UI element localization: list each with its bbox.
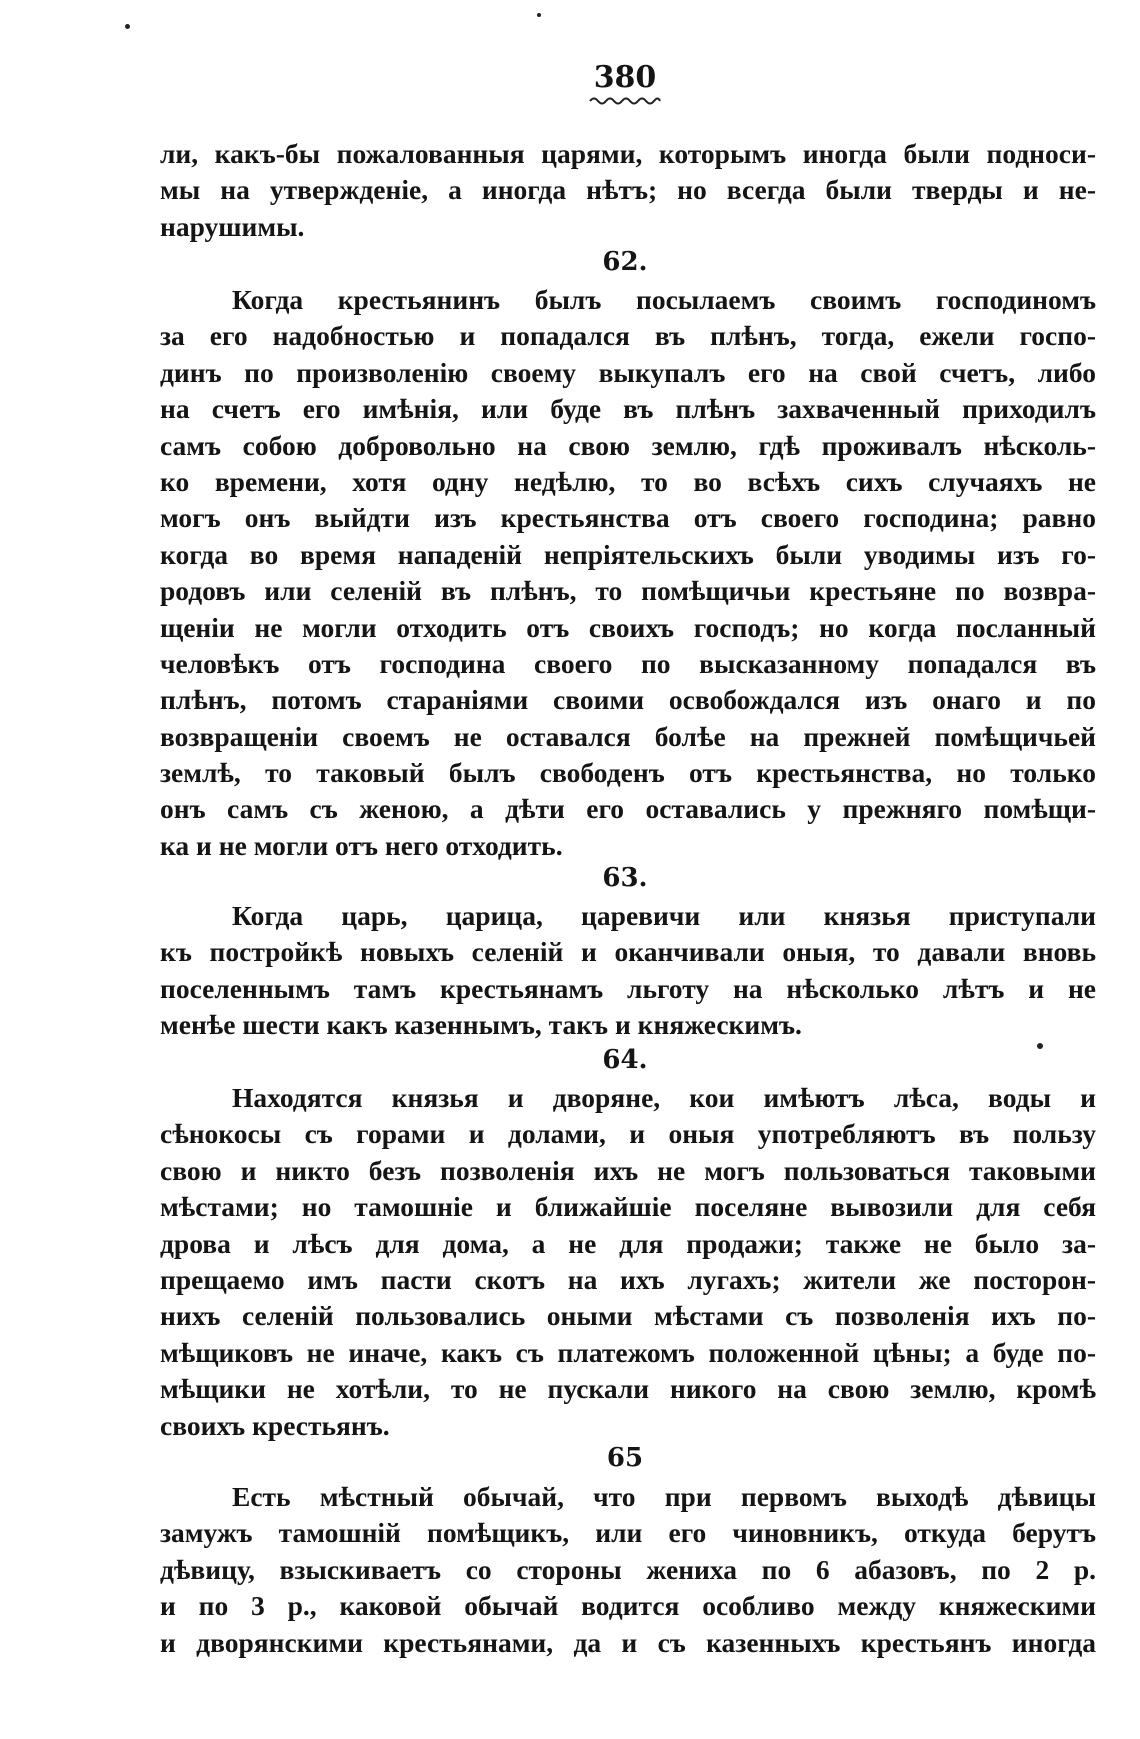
- text-line: и по 3 р., каковой обычай водится особливо между княжескими: [160, 1590, 1096, 1622]
- text-line: мѣщики не хотѣли, то не пускали никого на свою землю, кромѣ: [160, 1373, 1096, 1405]
- section-63-paragraph: [160, 898, 1096, 1044]
- text-line: Находятся князья и дворяне, кои имѣютъ лѣса, воды и: [232, 1082, 1096, 1113]
- section-65-paragraph: [160, 1479, 1096, 1661]
- page-speck: [1037, 1043, 1043, 1049]
- text-line: и дворянскими крестьянами, да и съ казенныхъ крестьянъ иногда: [160, 1626, 1096, 1658]
- text-line: Когда царь, царица, царевичи или князья приступали: [232, 900, 1096, 931]
- text-line: возвращеніи своемъ не оставался болѣе на прежней помѣщичьей: [160, 720, 1096, 752]
- text-line: динъ по произволенію своему выкупалъ его на свой счетъ, либо: [160, 356, 1096, 388]
- text-line: сѣнокосы съ горами и долами, и оныя употребляютъ въ пользу: [160, 1118, 1096, 1150]
- section-number-65: 65: [606, 1443, 644, 1473]
- text-line: дрова и лѣсъ для дома, а не для продажи; также не было за-: [160, 1227, 1096, 1259]
- text-line: человѣкъ отъ господина своего по высказанному попадался въ: [160, 647, 1096, 679]
- text-line: плѣнъ, потомъ стараніями своими освобождался изъ онаго и по: [160, 684, 1096, 716]
- section-number-63: 63.: [602, 863, 648, 893]
- text-line: нихъ селеній пользовались оными мѣстами съ позволенія ихъ по-: [160, 1300, 1096, 1332]
- intro-paragraph: [160, 136, 1096, 245]
- text-line: за его надобностью и попадался въ плѣнъ, тогда, ежели госпо-: [160, 320, 1096, 352]
- section-number-64: 64.: [602, 1045, 648, 1075]
- text-line: ко времени, хотя одну недѣлю, то во всѣхъ сихъ случаяхъ не: [160, 465, 1096, 497]
- text-line: менѣе шести какъ казеннымъ, такъ и княжескимъ.: [160, 1009, 802, 1041]
- text-line: щеніи не могли отходить отъ своихъ господъ; но когда посланный: [160, 611, 1096, 643]
- text-line: дѣвицу, взыскиваетъ со стороны жениха по 6 абазовъ, по 2 р.: [160, 1553, 1096, 1585]
- text-line: къ постройкѣ новыхъ селеній и оканчивали оныя, то давали вновь: [160, 936, 1096, 968]
- page-speck: [537, 13, 541, 17]
- text-line: Когда крестьянинъ былъ посылаемъ своимъ господиномъ: [232, 284, 1096, 315]
- text-line: когда во время нападеній непріятельскихъ были уводимы изъ го-: [160, 538, 1096, 570]
- section-62-paragraph: [160, 282, 1096, 864]
- section-number-62: 62.: [602, 247, 648, 277]
- text-line: мѣстами; но тамошніе и ближайшіе поселяне вывозили для себя: [160, 1191, 1096, 1223]
- text-line: свою и никто безъ позволенія ихъ не могъ пользоваться таковыми: [160, 1154, 1096, 1186]
- text-line: мѣщиковъ не иначе, какъ съ платежомъ положенной цѣны; а буде по-: [160, 1336, 1096, 1368]
- page-number: 380: [593, 60, 657, 95]
- page-speck: [125, 24, 130, 29]
- text-line: прещаемо имъ пасти скотъ на ихъ лугахъ; жители же посторон-: [160, 1263, 1096, 1295]
- text-line: своихъ крестьянъ.: [160, 1409, 390, 1441]
- text-line: самъ собою добровольно на свою землю, гдѣ проживалъ нѣсколь-: [160, 429, 1096, 461]
- text-line: мы на утвержденіе, а иногда нѣтъ; но всегда были тверды и не-: [160, 174, 1096, 206]
- text-line: замужъ тамошній помѣщикъ, или его чиновникъ, откуда берутъ: [160, 1517, 1096, 1549]
- text-line: родовъ или селеній въ плѣнъ, то помѣщичьи крестьяне по возвра-: [160, 575, 1096, 607]
- text-line: ли, какъ-бы пожалованныя царями, которымъ иногда были подноси-: [160, 138, 1096, 169]
- text-line: поселеннымъ тамъ крестьянамъ льготу на нѣсколько лѣтъ и не: [160, 972, 1096, 1004]
- text-line: Есть мѣстный обычай, что при первомъ выходѣ дѣвицы: [232, 1481, 1096, 1512]
- text-line: землѣ, то таковый былъ свободенъ отъ крестьянства, но только: [160, 757, 1096, 789]
- text-line: могъ онъ выйдти изъ крестьянства отъ своего господина; равно: [160, 502, 1096, 534]
- text-line: на счетъ его имѣнія, или буде въ плѣнъ захваченный приходилъ: [160, 393, 1096, 425]
- page-number-ornament: [588, 96, 662, 106]
- text-line: нарушимы.: [160, 210, 305, 242]
- section-64-paragraph: [160, 1080, 1096, 1444]
- text-line: онъ самъ съ женою, а дѣти его оставались у прежняго помѣщи-: [160, 793, 1096, 825]
- text-line: ка и не могли отъ него отходить.: [160, 829, 563, 861]
